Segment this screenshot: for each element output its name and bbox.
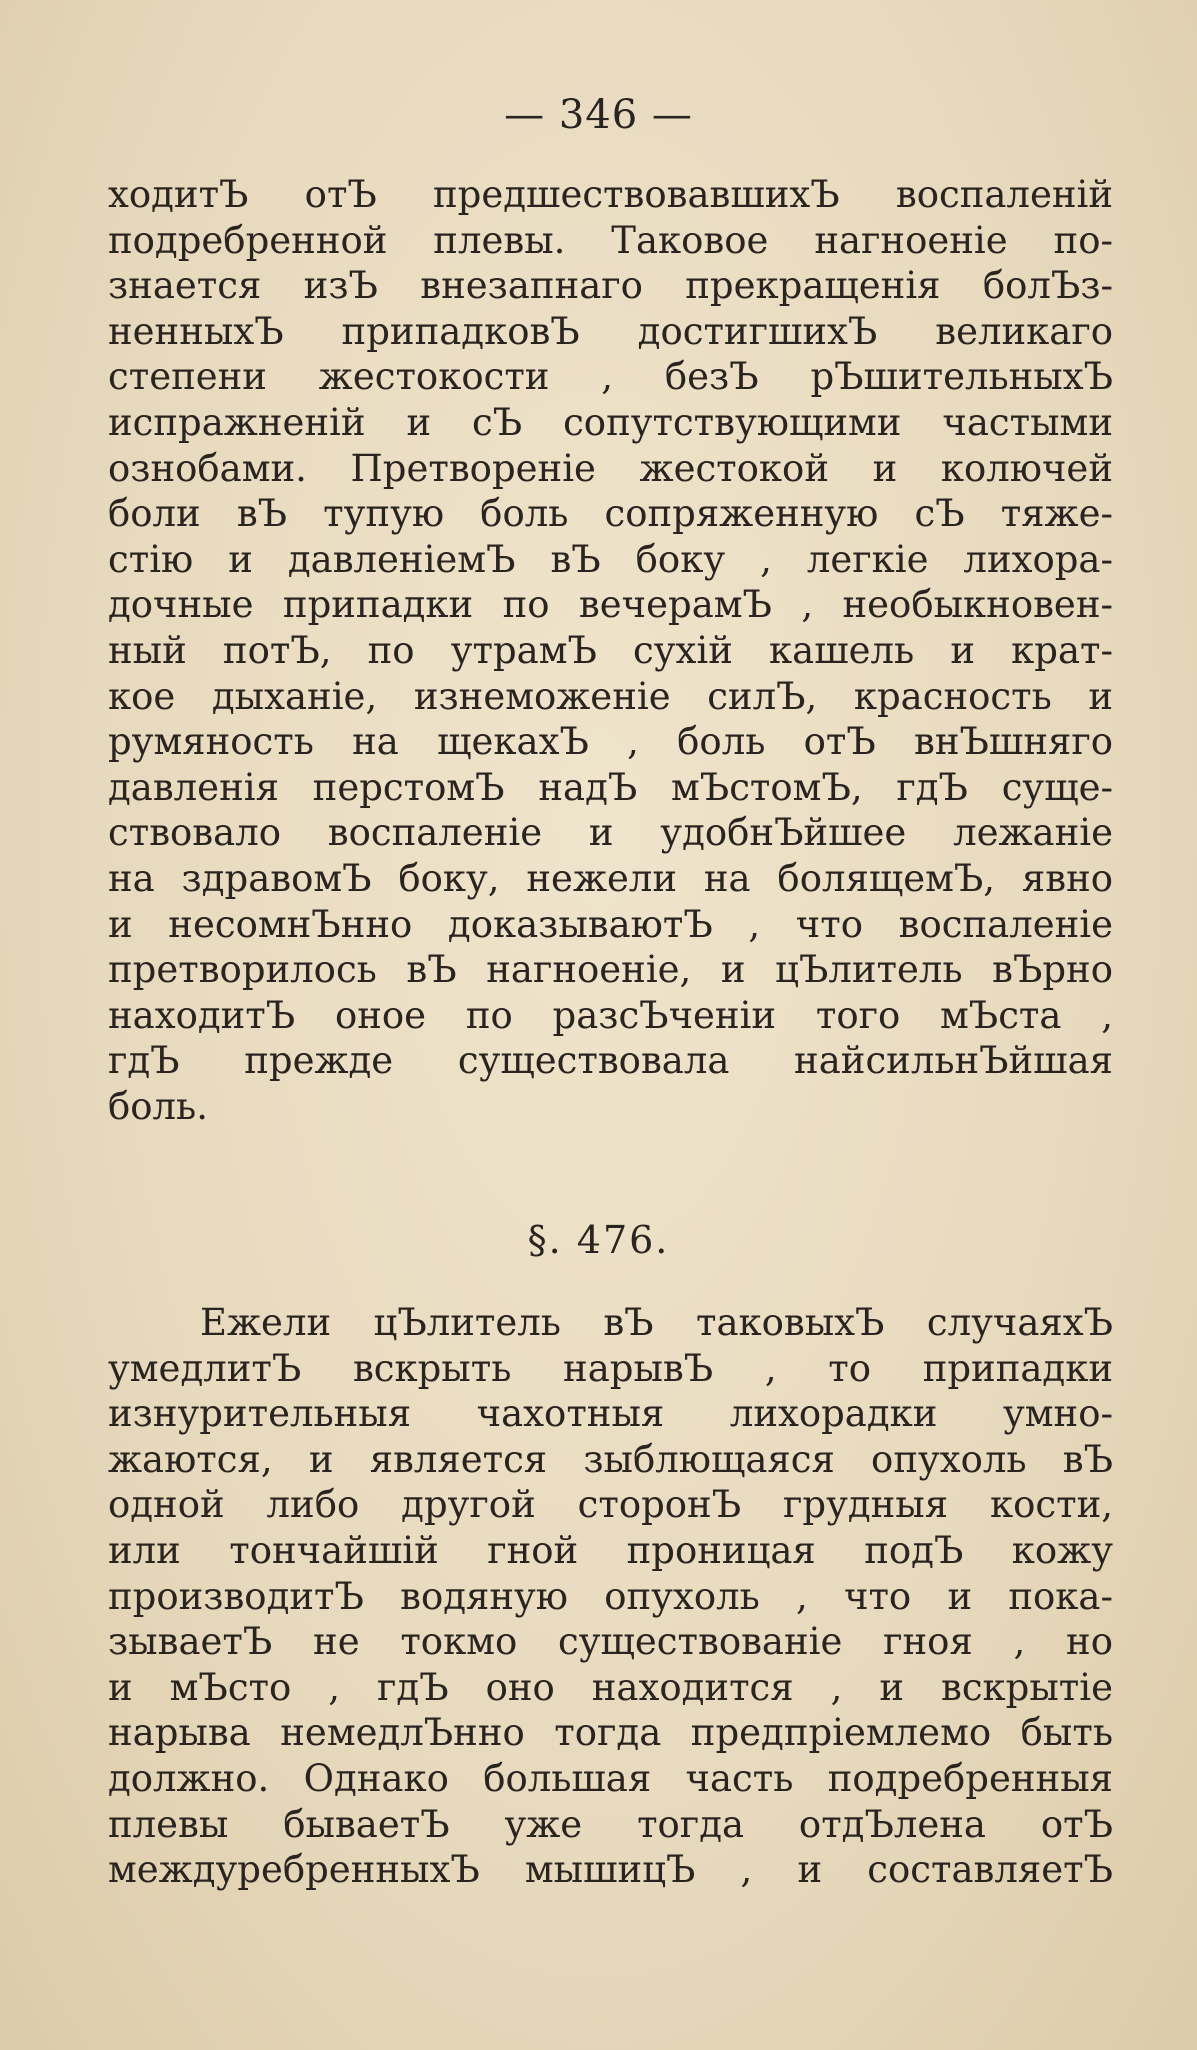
text-line: Ежели цЪлитель вЪ таковыхЪ случаяхЪ bbox=[200, 1301, 1113, 1344]
text-line: подребренной плевы. Таковое нагноеніе по- bbox=[108, 218, 1113, 262]
text-line: дочные припадки по вечерамЪ , необыкновен- bbox=[108, 583, 1113, 627]
text-line: боль. bbox=[108, 1084, 208, 1128]
text-line: степени жестокости , безЪ рЪшительныхЪ bbox=[108, 355, 1113, 399]
text-line: плевы бываетЪ уже тогда отдЪлена отЪ bbox=[108, 1802, 1113, 1846]
text-line: нарыва немедлЪнно тогда предпріемлемо быть bbox=[108, 1711, 1113, 1755]
text-line: на здравомЪ боку, нежели на болящемЪ, явно bbox=[108, 856, 1113, 900]
section-heading: §. 476. bbox=[527, 1218, 670, 1262]
text-line: междуребренныхЪ мышицЪ , и составляетЪ bbox=[108, 1848, 1113, 1892]
text-line: кое дыханіе, изнеможеніе силЪ, красность и bbox=[108, 674, 1113, 718]
text-line: производитЪ водяную опухоль , что и пока- bbox=[108, 1574, 1113, 1618]
text-line: гдЪ прежде существовала найсильнЪйшая bbox=[108, 1039, 1113, 1083]
text-line: ненныхЪ припадковЪ достигшихЪ великаго bbox=[108, 309, 1113, 353]
paragraph-1 bbox=[108, 172, 1113, 1129]
text-line: и несомнЪнно доказываютЪ , что воспаленіе bbox=[108, 902, 1113, 946]
text-line: и мЪсто , гдЪ оно находится , и вскрытіе bbox=[108, 1665, 1113, 1709]
text-line: ознобами. Претвореніе жестокой и колючей bbox=[108, 446, 1113, 490]
paragraph-2 bbox=[108, 1300, 1113, 1893]
text-line: жаются, и является зыблющаяся опухоль вЪ bbox=[108, 1437, 1113, 1481]
text-line: румяность на щекахЪ , боль отЪ внЪшняго bbox=[108, 720, 1113, 764]
text-line: находитЪ оное по разсЪченіи того мЪста , bbox=[108, 993, 1113, 1037]
text-line: должно. Однако большая часть подребренныя bbox=[108, 1756, 1113, 1800]
text-line: или тончайшій гной проницая подЪ кожу bbox=[108, 1528, 1113, 1572]
text-line: боли вЪ тупую боль сопряженную сЪ тяже- bbox=[108, 492, 1113, 536]
text-line: стію и давленіемЪ вЪ боку , легкіе лихора- bbox=[108, 537, 1113, 581]
text-line: ный потЪ, по утрамЪ сухій кашель и крат- bbox=[108, 628, 1113, 672]
text-line: ствовало воспаленіе и удобнЪйшее лежаніе bbox=[108, 811, 1113, 855]
text-line: испражненій и сЪ сопутствующими частыми bbox=[108, 400, 1113, 444]
text-line: претворилось вЪ нагноеніе, и цЪлитель вЪрно bbox=[108, 948, 1113, 992]
text-line: знается изЪ внезапнаго прекращенія болЪз- bbox=[108, 264, 1113, 308]
text-line: изнурительныя чахотныя лихорадки умно- bbox=[108, 1392, 1113, 1436]
text-line: зываетЪ не токмо существованіе гноя , но bbox=[108, 1620, 1113, 1664]
text-line: одной либо другой сторонЪ грудныя кости, bbox=[108, 1483, 1113, 1527]
text-line: умедлитЪ вскрыть нарывЪ , то припадки bbox=[108, 1346, 1113, 1390]
text-line: давленія перстомЪ надЪ мЪстомЪ, гдЪ суще- bbox=[108, 765, 1113, 809]
page-number: — 346 — bbox=[504, 92, 693, 138]
text-line: ходитЪ отЪ предшествовавшихЪ воспаленій bbox=[108, 173, 1113, 216]
